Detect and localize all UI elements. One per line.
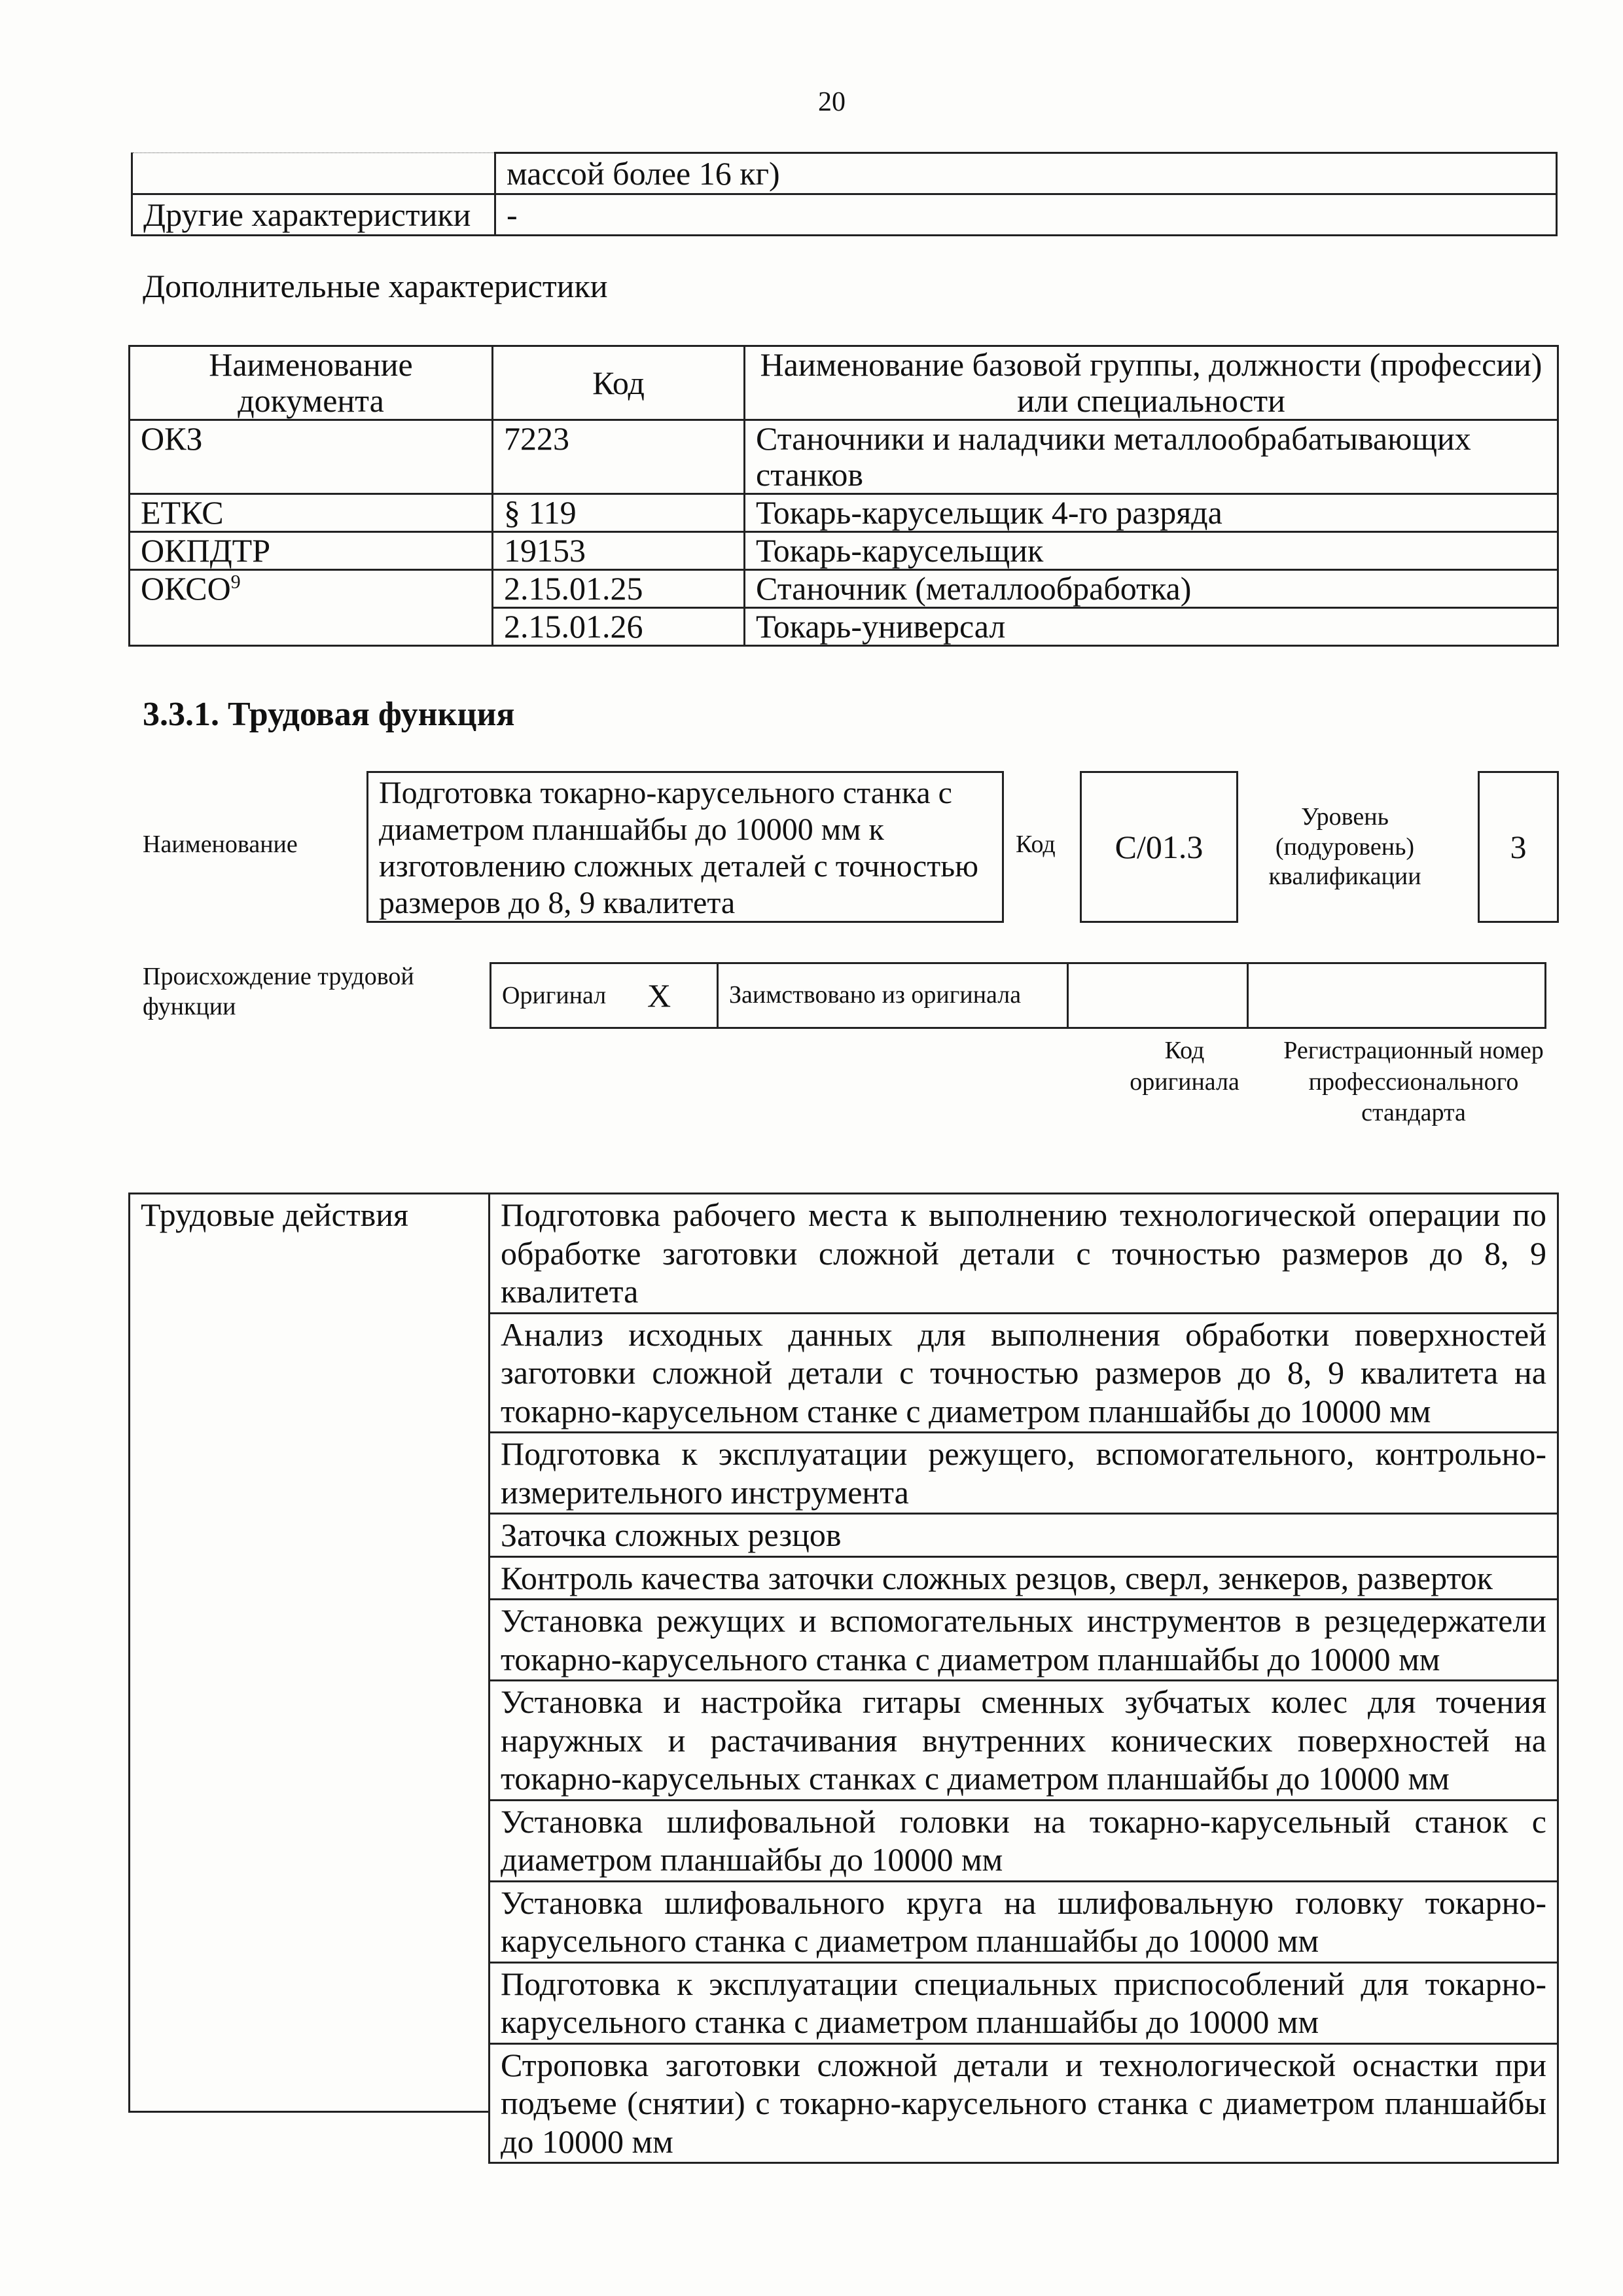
header-name: Наименование базовой группы, должности (профессии) или специальности xyxy=(745,346,1558,420)
registration-number-caption: Регистрационный номер профессионального стандарта xyxy=(1283,1037,1544,1126)
table-cell-value: массой более 16 кг) xyxy=(495,153,1557,194)
additional-characteristics-title: Дополнительные характеристики xyxy=(143,268,608,304)
table-row xyxy=(132,153,1557,194)
original-code-caption: Код оригинала xyxy=(1130,1037,1240,1096)
function-name-box: Подготовка токарно-карусельного станка с диаметром планшайбы до 10000 мм к изготовлению сложных деталей с точностью размеров до 8, 9 квалитета xyxy=(366,771,1004,923)
cell-name: Токарь-карусельщик 4-го разряда xyxy=(745,494,1558,532)
table-row xyxy=(490,1881,1558,1962)
page-number: 20 xyxy=(818,87,846,117)
table-row xyxy=(490,1433,1558,1514)
function-code-box: C/01.3 xyxy=(1080,771,1238,923)
table-cell-label: Другие характеристики xyxy=(132,194,495,236)
footnote-ref: 9 xyxy=(230,571,241,593)
table-row xyxy=(490,1962,1558,2043)
table-row xyxy=(490,1600,1558,1681)
registration-number-cell xyxy=(1248,963,1546,1028)
table-row xyxy=(490,1514,1558,1557)
qualification-level-label: Уровень (подуровень) квалификации xyxy=(1268,803,1421,891)
table-row xyxy=(491,963,1546,1028)
table-cell-label xyxy=(132,153,495,194)
qualification-level-box: 3 xyxy=(1478,771,1559,923)
table-row xyxy=(490,1556,1558,1600)
action-item: Установка режущих и вспомогательных инструментов в резцедержатели токарно-карусельного станка с диаметром планшайбы до 10000 мм xyxy=(490,1600,1558,1681)
table-row xyxy=(130,420,1558,494)
original-mark: X xyxy=(637,963,718,1028)
action-item: Строповка заготовки сложной детали и технологической оснастки при подъеме (снятии) с токарно-карусельного станка с диаметром планшайбы до 10000 мм xyxy=(490,2043,1558,2163)
section-title: 3.3.1. Трудовая функция xyxy=(143,696,515,733)
action-item: Подготовка к эксплуатации специальных приспособлений для токарно-карусельного станка с диаметром планшайбы до 10000 мм xyxy=(490,1962,1558,2043)
cell-doc xyxy=(130,570,493,646)
action-item: Установка шлифовального круга на шлифовальную головку токарно-карусельного станка с диаметром планшайбы до 10000 мм xyxy=(490,1881,1558,1962)
table-row xyxy=(490,1681,1558,1801)
header-doc: Наименование документа xyxy=(130,346,493,420)
cell-code: § 119 xyxy=(493,494,745,532)
header-code: Код xyxy=(493,346,745,420)
original-code-cell xyxy=(1068,963,1248,1028)
action-item: Заточка сложных резцов xyxy=(490,1514,1558,1557)
action-item: Анализ исходных данных для выполнения обработки поверхностей заготовки сложной детали с точностью размеров до 8, 9 квалитета на токарно-карусельном станке с диаметром планшайбы до 10000 мм xyxy=(490,1313,1558,1433)
cell-doc: ЕТКС xyxy=(130,494,493,532)
table-row xyxy=(130,494,1558,532)
table-row xyxy=(490,2043,1558,2163)
borrowed-label: Заимствовано из оригинала xyxy=(718,963,1068,1028)
cell-name: Станочник (металлообработка) xyxy=(745,570,1558,608)
cell-code: 19153 xyxy=(493,532,745,570)
action-item: Установка шлифовальной головки на токарно-карусельный станок с диаметром планшайбы до 10000 мм xyxy=(490,1800,1558,1881)
cell-code: 7223 xyxy=(493,420,745,494)
cell-code: 2.15.01.26 xyxy=(493,608,745,646)
action-item: Подготовка рабочего места к выполнению технологической операции по обработке заготовки сложной детали с точностью размеров до 8, 9 квалитета xyxy=(490,1194,1558,1314)
original-label: Оригинал xyxy=(491,963,637,1028)
table-row xyxy=(490,1313,1558,1433)
cell-doc: ОКЗ xyxy=(130,420,493,494)
action-item: Контроль качества заточки сложных резцов, сверл, зенкеров, разверток xyxy=(490,1556,1558,1600)
table-cell-value: - xyxy=(495,194,1557,236)
cell-code: 2.15.01.25 xyxy=(493,570,745,608)
table-row xyxy=(130,532,1558,570)
table-row xyxy=(490,1194,1558,1314)
cell-name: Станочники и наладчики металлообрабатывающих станков xyxy=(745,420,1558,494)
origin-table xyxy=(490,962,1546,1029)
action-item: Установка и настройка гитары сменных зубчатых колес для точения наружных и растачивания внутренних конических поверхностей на токарно-карусельных станках с диаметром планшайбы до 10000 мм xyxy=(490,1681,1558,1801)
origin-label: Происхождение трудовой функции xyxy=(143,963,414,1020)
action-item: Подготовка к эксплуатации режущего, вспомогательного, контрольно-измерительного инструмента xyxy=(490,1433,1558,1514)
cell-name: Токарь-универсал xyxy=(745,608,1558,646)
table-row xyxy=(490,1800,1558,1881)
cell-doc-text: ОКСО xyxy=(141,570,231,607)
additional-characteristics-table xyxy=(128,345,1559,647)
table-header-row xyxy=(130,346,1558,420)
characteristics-table xyxy=(131,152,1558,236)
cell-doc: ОКПДТР xyxy=(130,532,493,570)
labour-actions-table xyxy=(488,1193,1559,2164)
function-code-label: Код xyxy=(1016,831,1056,858)
table-row xyxy=(130,570,1558,608)
labour-actions-label: Трудовые действия xyxy=(128,1193,490,2113)
table-row xyxy=(132,194,1557,236)
function-name-label: Наименование xyxy=(143,831,298,858)
cell-name: Токарь-карусельщик xyxy=(745,532,1558,570)
